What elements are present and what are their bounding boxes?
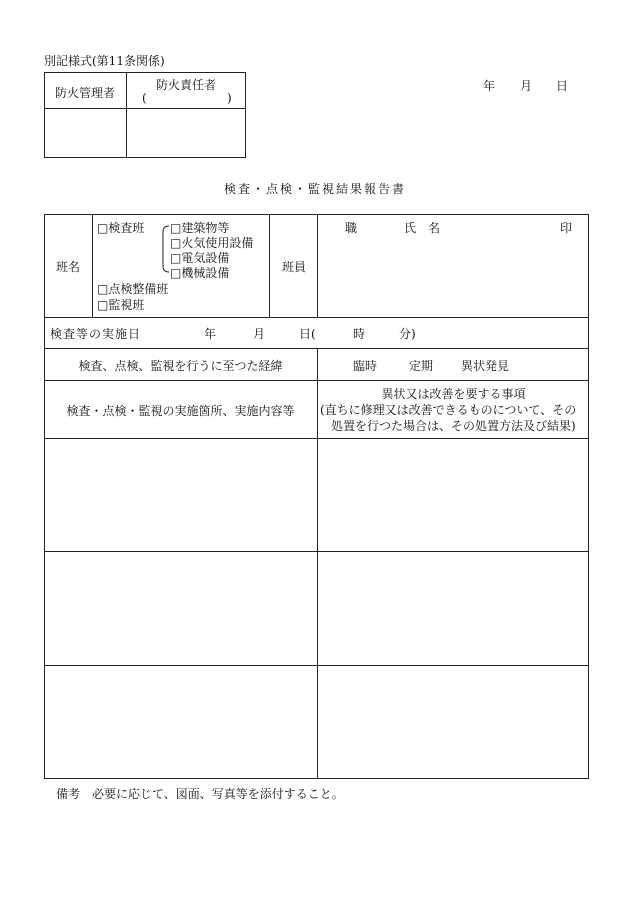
paren-close: ) bbox=[227, 91, 232, 105]
checkbox-fire-equipment[interactable]: □火気使用設備 bbox=[170, 236, 254, 250]
member-seal-label: 印 bbox=[560, 221, 573, 235]
date-year: 年 bbox=[483, 79, 496, 93]
team-name-label: 班名 bbox=[56, 260, 81, 274]
reason-temporary[interactable]: 臨時 bbox=[353, 359, 378, 373]
content-cell-right-1[interactable] bbox=[318, 439, 588, 550]
left-column-header: 検査・点検・監視の実施箇所、実施内容等 bbox=[66, 404, 295, 418]
right-column-header-line3: 処置を行つた場合は、その処置方法及び結果) bbox=[331, 419, 576, 433]
content-cell-left-3[interactable] bbox=[45, 666, 316, 778]
implementation-hour: 時 bbox=[353, 327, 366, 341]
team-label-divider bbox=[92, 214, 93, 317]
remarks-note: 備考 必要に応じて、図面、写真等を添付すること。 bbox=[56, 787, 344, 801]
implementation-date-label: 検査等の実施日 bbox=[50, 327, 142, 341]
report-title: 検査・点検・監視結果報告書 bbox=[223, 182, 406, 196]
fire-responsible-label: 防火責任者 bbox=[155, 78, 216, 92]
member-name-label: 氏 名 bbox=[404, 221, 441, 235]
members-input-area[interactable] bbox=[318, 236, 588, 316]
content-cell-right-3[interactable] bbox=[318, 666, 588, 778]
checkbox-machine[interactable]: □機械設備 bbox=[170, 266, 230, 280]
team-options-divider bbox=[269, 214, 270, 317]
date-day: 日 bbox=[556, 79, 569, 93]
checkbox-maintenance-team[interactable]: □点検整備班 bbox=[97, 282, 169, 296]
implementation-year: 年 bbox=[204, 327, 217, 341]
paren-open: ( bbox=[142, 91, 147, 105]
content-cell-left-2[interactable] bbox=[45, 552, 316, 664]
right-column-header-line2: (直ちに修理又は改善できるものについて、その bbox=[320, 403, 577, 417]
fire-manager-seal-field[interactable] bbox=[45, 109, 125, 157]
checkbox-inspection-team[interactable]: □検査班 bbox=[97, 221, 145, 235]
date-month: 月 bbox=[520, 79, 533, 93]
checkbox-electric[interactable]: □電気設備 bbox=[170, 251, 230, 265]
member-title-label: 職 bbox=[345, 221, 358, 235]
checkbox-monitoring-team[interactable]: □監視班 bbox=[97, 298, 145, 312]
fire-manager-label: 防火管理者 bbox=[54, 86, 115, 100]
reason-label: 検査、点検、監視を行うに至つた経緯 bbox=[78, 359, 283, 373]
content-cell-right-2[interactable] bbox=[318, 552, 588, 664]
content-cell-left-1[interactable] bbox=[45, 439, 316, 550]
reason-regular[interactable]: 定期 bbox=[409, 359, 434, 373]
implementation-day: 日( bbox=[299, 327, 316, 341]
form-label: 別記様式(第11条関係) bbox=[44, 54, 165, 68]
checkbox-building[interactable]: □建築物等 bbox=[170, 221, 230, 235]
implementation-minute: 分) bbox=[399, 327, 416, 341]
right-column-header-line1: 異状又は改善を要する事項 bbox=[381, 387, 526, 401]
reason-abnormal[interactable]: 異状発見 bbox=[461, 359, 510, 373]
members-label: 班員 bbox=[282, 260, 307, 274]
fire-responsible-seal-field[interactable] bbox=[127, 109, 245, 157]
implementation-month: 月 bbox=[253, 327, 266, 341]
row-divider-team bbox=[44, 317, 589, 318]
